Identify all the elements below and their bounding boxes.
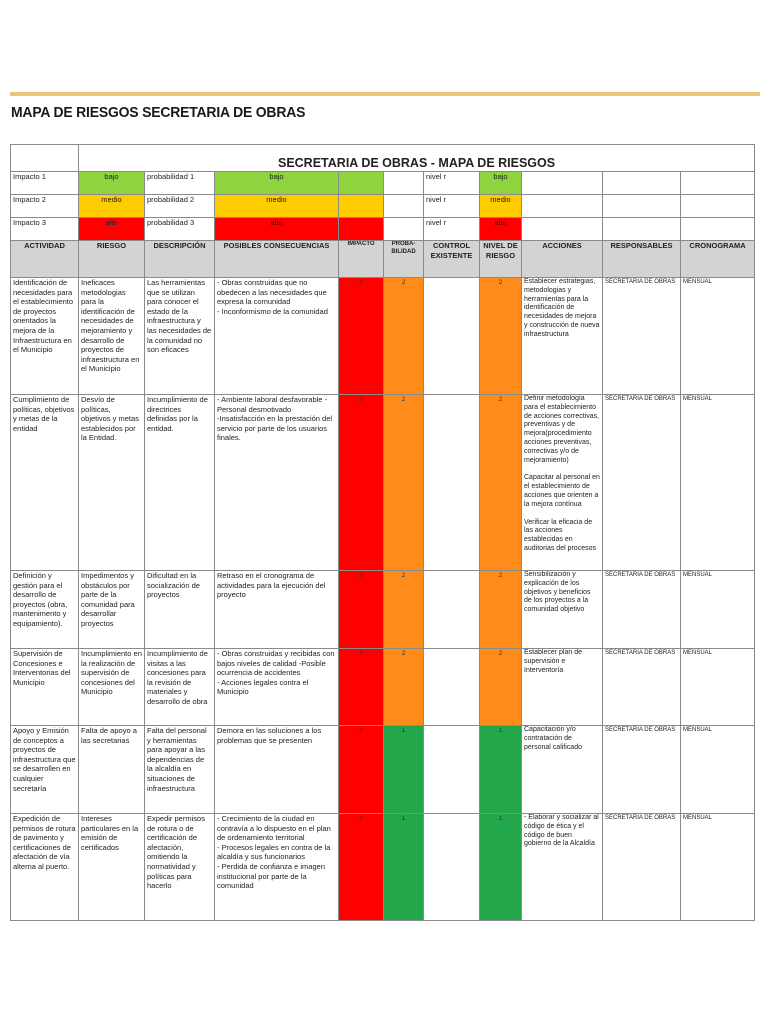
cell-riesgo: Incumplimiento en la realización de supervisión de concesiones del Municipio bbox=[79, 649, 145, 726]
cell-descripcion: Las herramientas que se utilizan para conocer el estado de la infraestructura y las necesidades de la comunidad no son eficaces bbox=[145, 278, 215, 395]
legend-blank bbox=[384, 218, 424, 241]
cell-descripcion: Expedir permisos de rotura o de certificación de afectación, omitiendo la normatividad y políticas para hacerlo bbox=[145, 814, 215, 921]
legend-color-pad bbox=[339, 218, 384, 241]
cell-cronograma: MENSUAL bbox=[681, 726, 755, 814]
cell-impacto: 3 bbox=[339, 649, 384, 726]
legend-blank bbox=[681, 218, 755, 241]
header-control-text-2: EXISTENTE bbox=[430, 250, 473, 260]
cell-descripcion: Falta del personal y herramientas para apoyar a las dependencias de la alcaldía en situaciones de infraestructura bbox=[145, 726, 215, 814]
header-cronograma bbox=[681, 241, 755, 278]
accion-text: Establecer estrategias, metodologias y herramientas para la identificación de necesidades de mejora y construcción de nueva infraestructura bbox=[524, 278, 600, 338]
cell-actividad: Supervisión de Concesiones e Interventorias del Municipio bbox=[11, 649, 79, 726]
cell-responsables: SECRETARIA DE OBRAS bbox=[603, 726, 681, 814]
cell-control-existente bbox=[424, 814, 480, 921]
header-nivel bbox=[480, 241, 522, 278]
header-riesgo-text: RIESGO bbox=[96, 241, 127, 250]
cell-probabilidad: 2 bbox=[384, 278, 424, 395]
cell-descripcion: Incumplimiento de visitas a las concesiones para la revisión de materiales y desarrollo de obra bbox=[145, 649, 215, 726]
legend-probability-label: probabilidad 3 bbox=[145, 218, 215, 241]
header-nivel-text-2: RIESGO bbox=[485, 250, 516, 260]
header-control-text-1: CONTROL bbox=[432, 241, 471, 250]
accion-text: Capacitación y/o contratación de personal calificado bbox=[524, 726, 582, 751]
legend-impact-value: alto bbox=[79, 218, 145, 241]
cell-nivel-riesgo: 2 bbox=[480, 571, 522, 649]
risk-row bbox=[11, 649, 755, 726]
header-descripcion-text: DESCRIPCIÓN bbox=[153, 241, 206, 250]
legend-row bbox=[11, 218, 755, 241]
legend-probability-label: probabilidad 1 bbox=[145, 172, 215, 195]
header-consecuencias bbox=[215, 241, 339, 278]
legend-blank bbox=[603, 218, 681, 241]
header-probabilidad bbox=[384, 241, 424, 278]
legend-impact-value: bajo bbox=[79, 172, 145, 195]
cell-nivel-riesgo: 2 bbox=[480, 649, 522, 726]
legend-probability-value: medio bbox=[215, 195, 339, 218]
legend-level-label: nivel r bbox=[424, 172, 480, 195]
cell-acciones bbox=[522, 649, 603, 726]
cell-impacto: 3 bbox=[339, 814, 384, 921]
cell-probabilidad: 1 bbox=[384, 814, 424, 921]
header-descripcion bbox=[145, 241, 215, 278]
header-impacto-text: IMPACTO bbox=[347, 241, 375, 247]
legend-blank bbox=[681, 195, 755, 218]
cell-riesgo: Ineficaces metodologias para la identificación de necesidades de mejoramiento y desarrollo de proyectos de infraestructura en el Municipio bbox=[79, 278, 145, 395]
cell-actividad: Cumplimiento de políticas, objetivos y metas de la entidad bbox=[11, 395, 79, 571]
title-left-blank bbox=[11, 145, 79, 172]
cell-consecuencias: - Crecimiento de la ciudad en contravía a lo dispuesto en el plan de ordenamiento territorial - Procesos legales en contra de la alcaldía y sus funcionarios - Perdida de confianza e imagen institucional por parte de la comunidad bbox=[215, 814, 339, 921]
cell-actividad: Identificación de necesidades para el establecimiento de proyectos orientados la mejora de la Infraestructura en el Municipio bbox=[11, 278, 79, 395]
header-actividad-text: ACTIVIDAD bbox=[24, 241, 65, 250]
header-consecuencias-text: POSIBLES CONSECUENCIAS bbox=[223, 241, 330, 250]
cell-cronograma: MENSUAL bbox=[681, 571, 755, 649]
cell-consecuencias: - Ambiente laboral desfavorable -Personal desmotivado -Insatisfacción en la prestación del servicio por parte de los usuarios finales. bbox=[215, 395, 339, 571]
top-accent-bar bbox=[10, 92, 760, 96]
legend-level-value: alto bbox=[480, 218, 522, 241]
legend-blank bbox=[603, 172, 681, 195]
cell-cronograma: MENSUAL bbox=[681, 278, 755, 395]
header-acciones bbox=[522, 241, 603, 278]
legend-row bbox=[11, 172, 755, 195]
cell-probabilidad: 2 bbox=[384, 649, 424, 726]
accion-text: Sensibilización y explicación de los objetivos y beneficios de los proyectos a la comunidad objetivo bbox=[524, 571, 591, 614]
header-probabilidad-text-2: BILIDAD bbox=[391, 248, 416, 255]
cell-nivel-riesgo: 2 bbox=[480, 278, 522, 395]
cell-cronograma: MENSUAL bbox=[681, 814, 755, 921]
header-cronograma-text: CRONOGRAMA bbox=[689, 241, 746, 250]
cell-actividad: Apoyo y Emisión de conceptos a proyectos de infraestructura que se desarrollen en cualquier secretaría bbox=[11, 726, 79, 814]
cell-probabilidad: 1 bbox=[384, 726, 424, 814]
header-impacto bbox=[339, 241, 384, 278]
legend-blank bbox=[384, 195, 424, 218]
legend-color-pad bbox=[339, 195, 384, 218]
cell-actividad: Expedición de permisos de rotura de pavimento y certificaciones de afectación de vía alterna al puerto. bbox=[11, 814, 79, 921]
header-responsables bbox=[603, 241, 681, 278]
cell-acciones bbox=[522, 395, 603, 571]
cell-nivel-riesgo: 1 bbox=[480, 814, 522, 921]
legend-blank bbox=[603, 195, 681, 218]
document-title: MAPA DE RIESGOS SECRETARIA DE OBRAS bbox=[11, 104, 306, 121]
cell-impacto: 3 bbox=[339, 395, 384, 571]
header-riesgo bbox=[79, 241, 145, 278]
cell-cronograma: MENSUAL bbox=[681, 649, 755, 726]
risk-row bbox=[11, 395, 755, 571]
cell-probabilidad: 2 bbox=[384, 395, 424, 571]
accion-text: Capacitar al personal en el establecimiento de acciones que orienten a la mejora contínua bbox=[524, 474, 600, 508]
cell-responsables: SECRETARIA DE OBRAS bbox=[603, 649, 681, 726]
legend-color-pad bbox=[339, 172, 384, 195]
header-acciones-text: ACCIONES bbox=[542, 241, 582, 250]
cell-riesgo: Intereses particulares en la emisión de certificados bbox=[79, 814, 145, 921]
legend-impact-value: medio bbox=[79, 195, 145, 218]
cell-riesgo: Impedimentos y obstáculos por parte de la comunidad para desarrollar proyectos bbox=[79, 571, 145, 649]
header-control bbox=[424, 241, 480, 278]
cell-acciones bbox=[522, 571, 603, 649]
cell-riesgo: Desvío de políticas, objetivos y metas establecidos por la Entidad. bbox=[79, 395, 145, 571]
header-actividad bbox=[11, 241, 79, 278]
cell-acciones bbox=[522, 814, 603, 921]
legend-level-value: medio bbox=[480, 195, 522, 218]
risk-row bbox=[11, 726, 755, 814]
risk-row bbox=[11, 571, 755, 649]
cell-consecuencias: - Obras construidas y recibidas con bajos niveles de calidad -Posible ocurrencia de accidentes - Acciones legales contra el Municipio bbox=[215, 649, 339, 726]
sheet-title: SECRETARIA DE OBRAS - MAPA DE RIESGOS bbox=[79, 145, 755, 172]
accion-text: Definir metodología para el establecimiento de acciones correctivas, preventivas y de mejora(procedimiento acciones preventivas, correctivas y/o de mejoramiento) bbox=[524, 395, 600, 464]
legend-level-label: nivel r bbox=[424, 218, 480, 241]
risk-map-table bbox=[10, 144, 755, 921]
cell-riesgo: Falta de apoyo a las secretarias bbox=[79, 726, 145, 814]
cell-control-existente bbox=[424, 395, 480, 571]
risk-row bbox=[11, 814, 755, 921]
header-nivel-text-1: NIVEL DE bbox=[483, 241, 518, 250]
legend-level-value: bajo bbox=[480, 172, 522, 195]
cell-probabilidad: 2 bbox=[384, 571, 424, 649]
cell-nivel-riesgo: 2 bbox=[480, 395, 522, 571]
cell-acciones bbox=[522, 278, 603, 395]
cell-control-existente bbox=[424, 649, 480, 726]
accion-text: Verificar la eficacia de las acciones establecidas en auditorias del procesos bbox=[524, 518, 596, 552]
legend-row bbox=[11, 195, 755, 218]
legend-blank bbox=[522, 218, 603, 241]
cell-impacto: 3 bbox=[339, 571, 384, 649]
legend-impact-label: Impacto 3 bbox=[11, 218, 79, 241]
header-responsables-text: RESPONSABLES bbox=[610, 241, 673, 250]
cell-nivel-riesgo: 1 bbox=[480, 726, 522, 814]
cell-acciones bbox=[522, 726, 603, 814]
legend-blank bbox=[384, 172, 424, 195]
cell-control-existente bbox=[424, 726, 480, 814]
cell-consecuencias: Demora en las soluciones a los problemas que se presenten bbox=[215, 726, 339, 814]
legend-blank bbox=[522, 195, 603, 218]
risk-row bbox=[11, 278, 755, 395]
legend-blank bbox=[681, 172, 755, 195]
cell-responsables: SECRETARIA DE OBRAS bbox=[603, 278, 681, 395]
cell-control-existente bbox=[424, 278, 480, 395]
legend-probability-label: probabilidad 2 bbox=[145, 195, 215, 218]
accion-text: - Elaborar y socializar al código de ética y el código de buen gobierno de la Alcaldía bbox=[524, 814, 599, 848]
cell-responsables: SECRETARIA DE OBRAS bbox=[603, 571, 681, 649]
cell-actividad: Definición y gestión para el desarrollo de proyectos (obra, mantenimento y equipamiento). bbox=[11, 571, 79, 649]
cell-impacto: 3 bbox=[339, 726, 384, 814]
cell-cronograma: MENSUAL bbox=[681, 395, 755, 571]
cell-consecuencias: - Obras construidas que no obedecen a las necesidades que expresa la comunidad - Inconformismo de la comunidad bbox=[215, 278, 339, 395]
header-probabilidad-text-1: PROBA- bbox=[391, 241, 416, 247]
cell-impacto: 3 bbox=[339, 278, 384, 395]
accion-text: Establecer plan de supervisión e Interventoría bbox=[524, 649, 582, 674]
legend-impact-label: Impacto 1 bbox=[11, 172, 79, 195]
cell-responsables: SECRETARIA DE OBRAS bbox=[603, 395, 681, 571]
legend-impact-label: Impacto 2 bbox=[11, 195, 79, 218]
cell-responsables: SECRETARIA DE OBRAS bbox=[603, 814, 681, 921]
legend-probability-value: bajo bbox=[215, 172, 339, 195]
header-row bbox=[11, 241, 755, 278]
legend-level-label: nivel r bbox=[424, 195, 480, 218]
cell-descripcion: Dificultad en la socialización de proyectos bbox=[145, 571, 215, 649]
cell-control-existente bbox=[424, 571, 480, 649]
cell-descripcion: Incumplimiento de directrices definidas por la entidad. bbox=[145, 395, 215, 571]
cell-consecuencias: Retraso en el cronograma de actividades para la ejecución del proyecto bbox=[215, 571, 339, 649]
legend-probability-value: alto bbox=[215, 218, 339, 241]
legend-blank bbox=[522, 172, 603, 195]
